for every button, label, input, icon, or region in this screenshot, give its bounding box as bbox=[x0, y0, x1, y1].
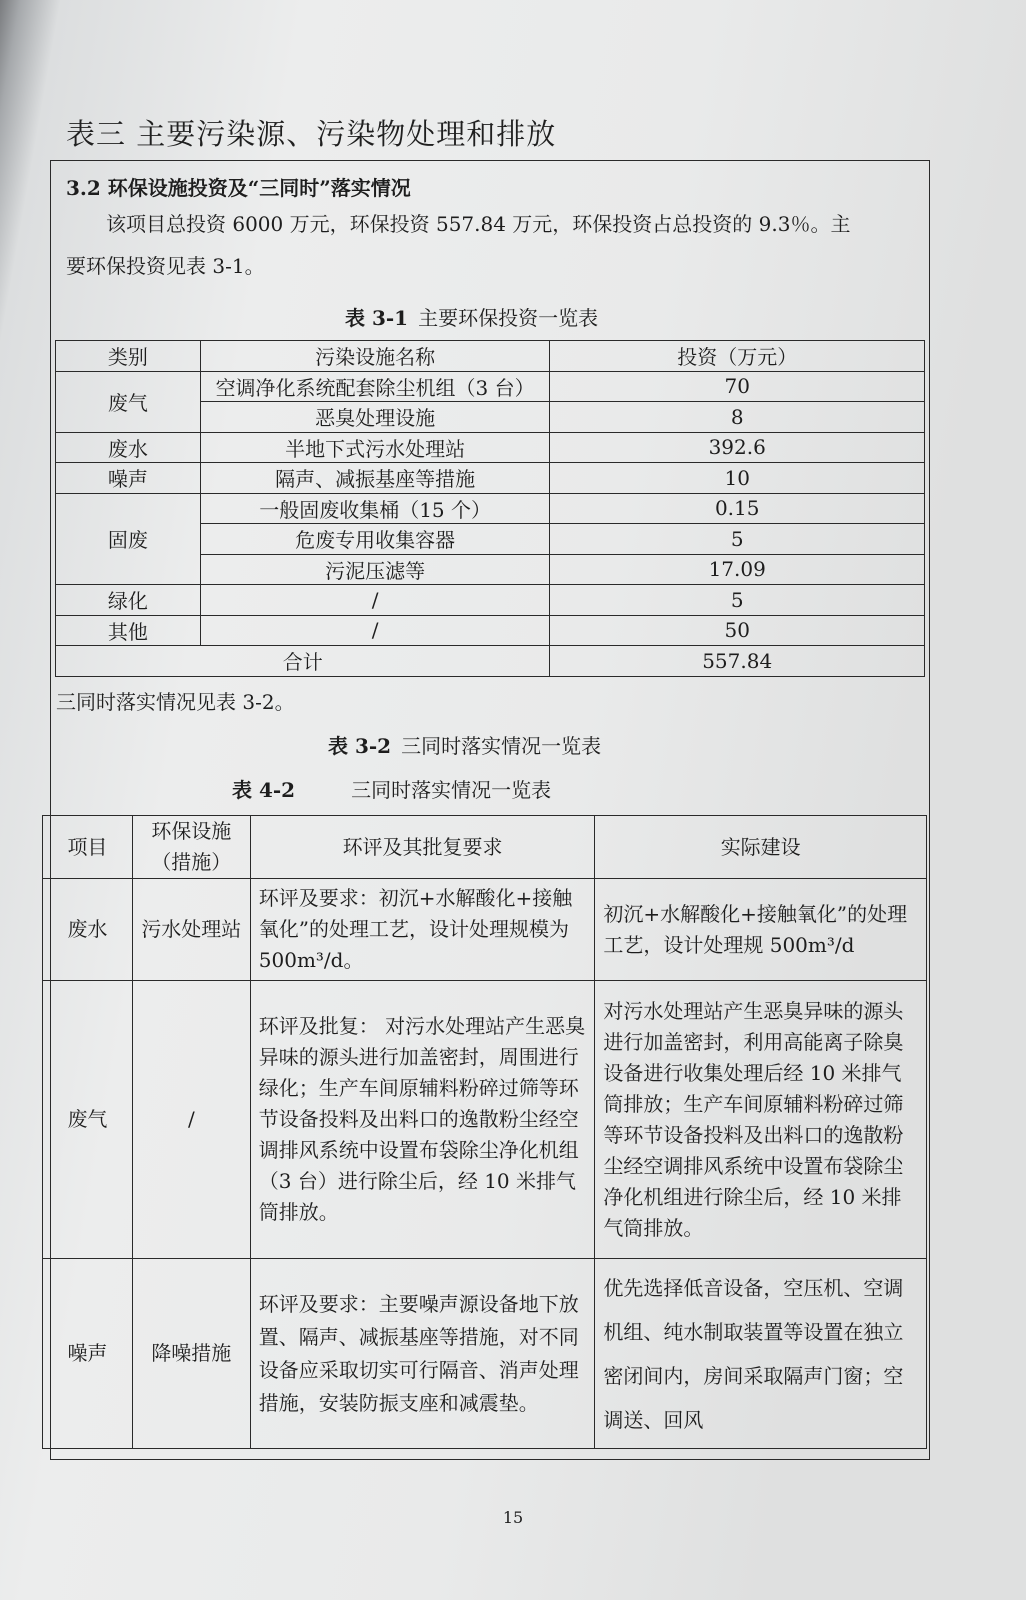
investment-table bbox=[55, 340, 925, 677]
amount-cell: 50 bbox=[550, 615, 925, 646]
column-header-amount: 投资（万元） bbox=[550, 341, 925, 372]
table-header-row bbox=[56, 341, 925, 372]
amount-cell: 70 bbox=[550, 371, 925, 402]
column-header-requirement: 环评及其批复要求 bbox=[250, 816, 595, 879]
table-3-2-title: 三同时落实情况一览表 bbox=[401, 734, 602, 758]
table-row bbox=[43, 879, 927, 981]
three-simultaneous-note: 三同时落实情况见表 3-2。 bbox=[56, 690, 295, 714]
total-row bbox=[56, 646, 925, 677]
actual-cell: 对污水处理站产生恶臭异味的源头进行加盖密封，利用高能离子除臭设备进行收集处理后经 10 米排气筒排放；生产车间原辅料粉碎过筛等环节设备投料及出料口的逸散粉尘经空调排风系统中设置布袋除尘净化机组进行除尘后，经 10 米排气筒排放。 bbox=[595, 981, 927, 1259]
column-header-facility: 环保设施（措施） bbox=[132, 816, 250, 879]
facility-cell: 隔声、减振基座等措施 bbox=[200, 463, 550, 494]
column-header-item: 项目 bbox=[43, 816, 133, 879]
category-cell: 绿化 bbox=[56, 585, 201, 616]
item-cell: 废气 bbox=[43, 981, 133, 1259]
table-header-row bbox=[43, 816, 927, 879]
table-row bbox=[56, 493, 925, 524]
amount-cell: 10 bbox=[550, 463, 925, 494]
table-4-2-title: 三同时落实情况一览表 bbox=[351, 778, 552, 802]
facility-cell: 危废专用收集容器 bbox=[200, 524, 550, 555]
table-row bbox=[56, 463, 925, 494]
facility-cell: 半地下式污水处理站 bbox=[200, 432, 550, 463]
facility-cell: 恶臭处理设施 bbox=[200, 402, 550, 433]
facility-cell: 降噪措施 bbox=[132, 1259, 250, 1449]
page-title: 表三 主要污染源、污染物处理和排放 bbox=[66, 117, 557, 151]
amount-cell: 8 bbox=[550, 402, 925, 433]
facility-cell: 一般固废收集桶（15 个） bbox=[200, 493, 550, 524]
amount-cell: 17.09 bbox=[550, 554, 925, 585]
table-3-1-caption bbox=[345, 302, 598, 331]
requirement-cell: 环评及批复： 对污水处理站产生恶臭异味的源头进行加盖密封，周围进行绿化；生产车间原辅料粉碎过筛等环节设备投料及出料口的逸散粉尘经空调排风系统中设置布袋除尘净化机组（3 台）进行除尘后，经 10 米排气筒排放。 bbox=[250, 981, 595, 1259]
column-header-actual: 实际建设 bbox=[595, 816, 927, 879]
requirement-cell: 环评及要求：主要噪声源设备地下放置、隔声、减振基座等措施，对不同设备应采取切实可行隔音、消声处理措施，安装防振支座和减震垫。 bbox=[250, 1259, 595, 1449]
amount-cell: 392.6 bbox=[550, 432, 925, 463]
table-3-1-number: 表 3-1 bbox=[345, 306, 409, 330]
amount-cell: 5 bbox=[550, 585, 925, 616]
total-label: 合计 bbox=[56, 646, 550, 677]
table-row bbox=[56, 371, 925, 402]
facility-cell: 污水处理站 bbox=[132, 879, 250, 981]
item-cell: 废水 bbox=[43, 879, 133, 981]
table-4-2-caption bbox=[232, 774, 551, 803]
requirement-cell: 环评及要求：初沉+水解酸化+接触氧化”的处理工艺，设计处理规模为500m³/d。 bbox=[250, 879, 595, 981]
category-cell: 废水 bbox=[56, 432, 201, 463]
column-header-facility: 污染设施名称 bbox=[200, 341, 550, 372]
column-header-category: 类别 bbox=[56, 341, 201, 372]
amount-cell: 0.15 bbox=[550, 493, 925, 524]
category-cell: 固废 bbox=[56, 493, 201, 585]
table-3-2-caption bbox=[328, 730, 601, 759]
facility-cell: / bbox=[132, 981, 250, 1259]
facility-cell: 空调净化系统配套除尘机组（3 台） bbox=[200, 371, 550, 402]
table-row bbox=[43, 1259, 927, 1449]
table-3-2-number: 表 3-2 bbox=[328, 734, 392, 758]
category-cell: 其他 bbox=[56, 615, 201, 646]
facility-cell: / bbox=[200, 615, 550, 646]
intro-paragraph-line2: 要环保投资见表 3-1。 bbox=[66, 254, 265, 278]
actual-cell: 初沉+水解酸化+接触氧化”的处理工艺，设计处理规 500m³/d bbox=[595, 879, 927, 981]
table-row bbox=[56, 615, 925, 646]
amount-cell: 5 bbox=[550, 524, 925, 555]
total-amount: 557.84 bbox=[550, 646, 925, 677]
three-simultaneous-table bbox=[42, 815, 927, 1449]
table-row bbox=[56, 585, 925, 616]
table-3-1-title: 主要环保投资一览表 bbox=[418, 306, 599, 330]
table-row bbox=[56, 432, 925, 463]
table-row bbox=[43, 981, 927, 1259]
table-4-2-number: 表 4-2 bbox=[232, 778, 296, 802]
intro-paragraph-line1: 该项目总投资 6000 万元，环保投资 557.84 万元，环保投资占总投资的 9.3％。主 bbox=[106, 212, 851, 236]
category-cell: 废气 bbox=[56, 371, 201, 432]
facility-cell: 污泥压滤等 bbox=[200, 554, 550, 585]
section-heading: 3.2 环保设施投资及“三同时”落实情况 bbox=[66, 176, 411, 200]
actual-cell: 优先选择低音设备，空压机、空调机组、纯水制取装置等设置在独立密闭间内，房间采取隔声门窗；空调送、回风 bbox=[595, 1259, 927, 1449]
page-number: 15 bbox=[502, 1508, 524, 1527]
item-cell: 噪声 bbox=[43, 1259, 133, 1449]
category-cell: 噪声 bbox=[56, 463, 201, 494]
facility-cell: / bbox=[200, 585, 550, 616]
